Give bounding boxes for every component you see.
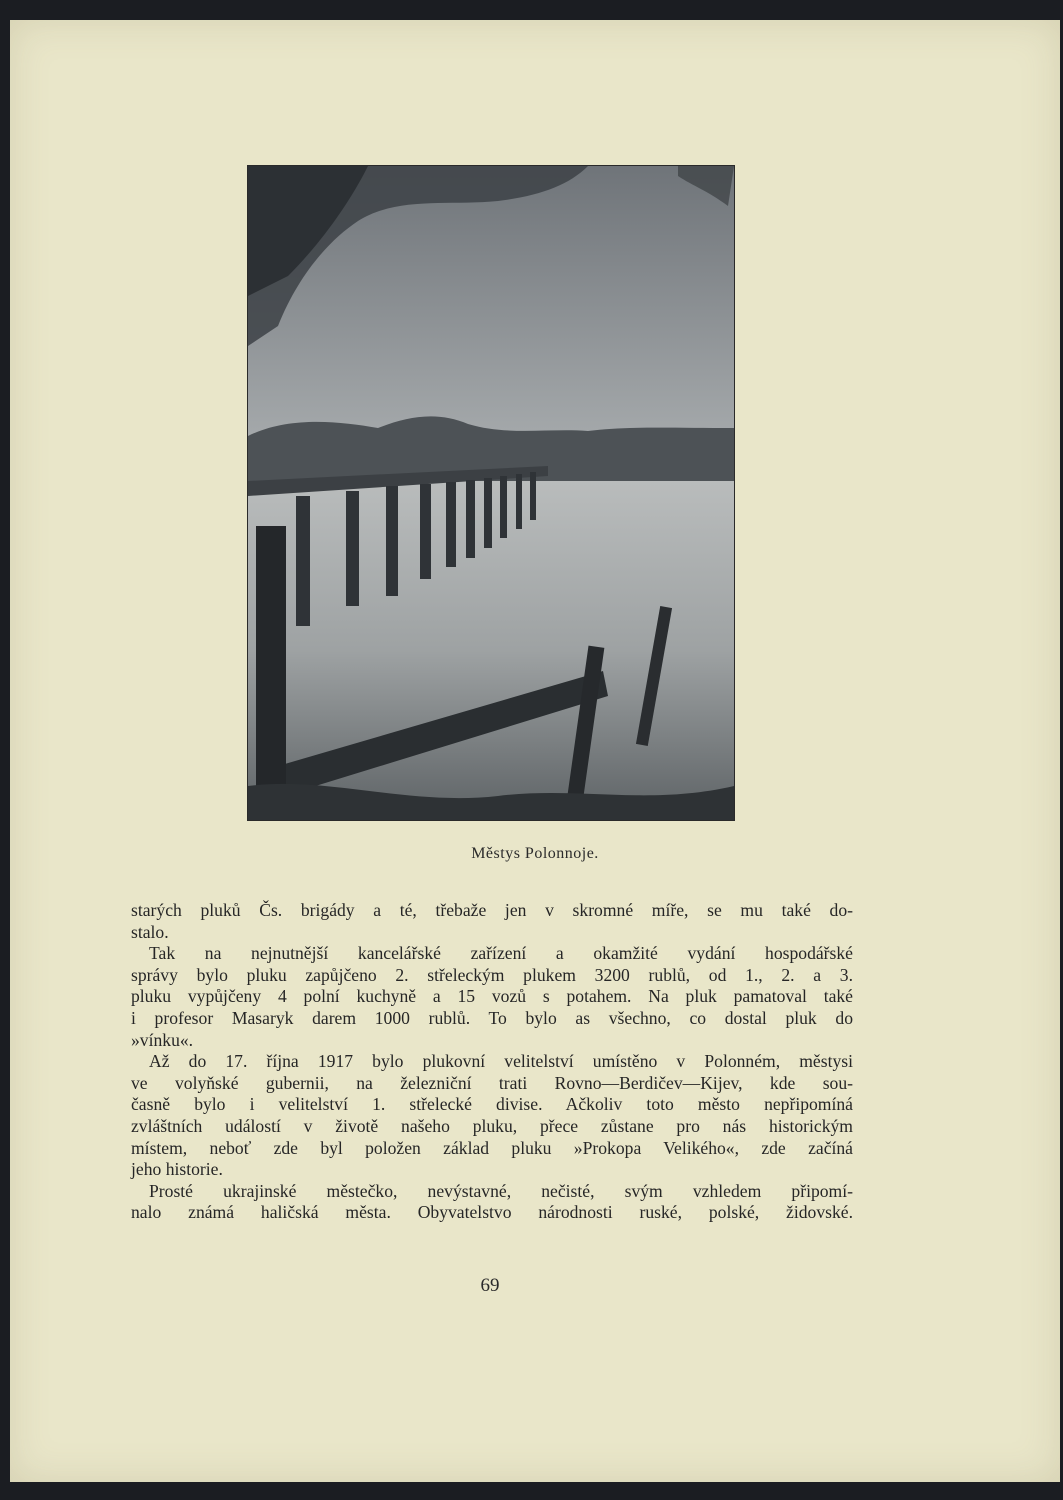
- text-line: Tak na nejnutnější kancelářské zařízení a okamžité vydání hospodářské: [149, 943, 853, 964]
- paragraph: [131, 943, 853, 1051]
- page-number: 69: [480, 1275, 500, 1296]
- text-line: správy bylo pluku zapůjčeno 2. střeleckým plukem 3200 rublů, od 1., 2. a 3.: [131, 964, 853, 985]
- text-line: časně bylo i velitelství 1. střelecké divise. Ačkoliv toto město nepřipomíná: [131, 1094, 853, 1115]
- text-line: stalo.: [131, 921, 169, 942]
- text-line: starých pluků Čs. brigády a té, třebaže jen v skromné míře, se mu také do-: [131, 900, 853, 920]
- body-text: [131, 900, 853, 1224]
- text-line: pluku vypůjčeny 4 polní kuchyně a 15 vozů s potahem. Na pluk pamatoval také: [131, 986, 853, 1007]
- book-page: [10, 20, 1060, 1482]
- text-line: »vínku«.: [131, 1029, 194, 1050]
- text-line: i profesor Masaryk darem 1000 rublů. To bylo as všechno, co dostal pluk do: [131, 1007, 853, 1028]
- text-line: jeho historie.: [131, 1159, 223, 1180]
- text-line: Až do 17. října 1917 bylo plukovní velitelství umístěno v Polonném, městysi: [149, 1051, 853, 1072]
- figure-caption: Městys Polonnoje.: [471, 845, 599, 862]
- photo-illustration: [248, 166, 734, 820]
- text-line: zvláštních událostí v životě našeho pluku, přece zůstane pro nás historickým: [131, 1115, 853, 1136]
- text-line: ve volyňské gubernii, na železniční trati Rovno—Berdičev—Kijev, kde sou-: [131, 1072, 853, 1093]
- text-line: nalo známá haličská města. Obyvatelstvo národnosti ruské, polské, židovské.: [131, 1202, 853, 1223]
- paragraph: [131, 1181, 853, 1224]
- photograph-river-bridge: [247, 165, 735, 821]
- paragraph: [131, 900, 853, 943]
- text-line: Prosté ukrajinské městečko, nevýstavné, nečisté, svým vzhledem připomí-: [149, 1180, 853, 1201]
- paragraph: [131, 1051, 853, 1181]
- text-line: místem, neboť zde byl položen základ pluku »Prokopa Velikého«, zde začíná: [131, 1137, 853, 1158]
